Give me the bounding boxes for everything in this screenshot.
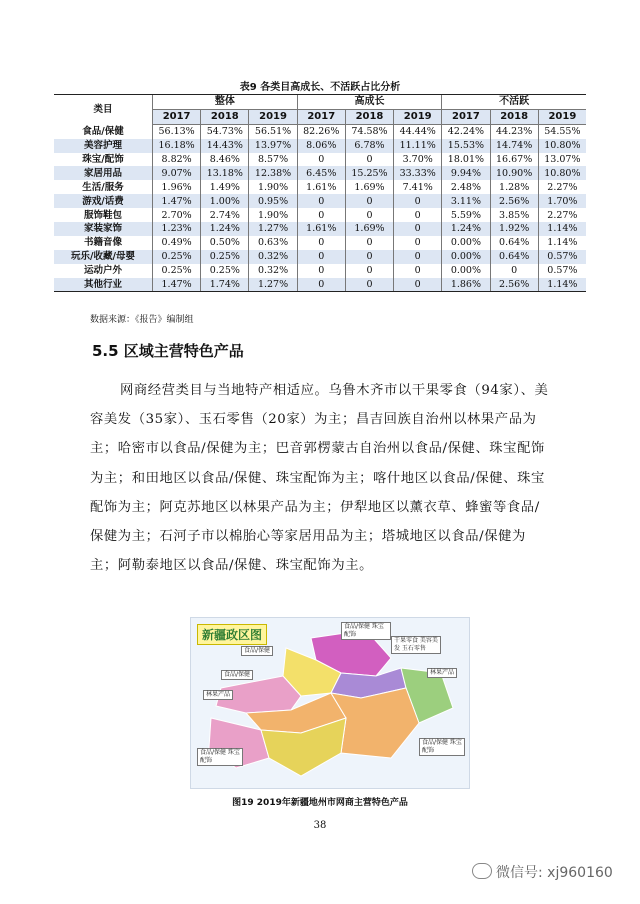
table-cell: 1.49% (201, 180, 249, 194)
table-cell: 1.47% (153, 278, 201, 292)
table-cell: 1.14% (538, 278, 586, 292)
row-category: 生活/服务 (82, 181, 124, 193)
table-cell: 0.95% (249, 194, 297, 208)
map-label: 食品/保健 珠宝配饰 (419, 738, 465, 756)
watermark (472, 862, 613, 882)
table-cell: 14.74% (490, 139, 538, 153)
row-category: 书籍音像 (83, 237, 122, 249)
table-row (54, 222, 586, 236)
table-cell: 1.24% (201, 222, 249, 236)
table-cell: 1.28% (490, 180, 538, 194)
map-label: 食品/保健 (241, 646, 273, 656)
table-cell: 1.90% (249, 180, 297, 194)
table-cell: 56.13% (153, 124, 201, 138)
table-cell: 2.70% (153, 208, 201, 222)
group-header: 高成长 (297, 95, 442, 110)
table-cell: 16.18% (153, 139, 201, 153)
table-row (54, 166, 586, 180)
table-cell: 2.56% (490, 194, 538, 208)
table-cell: 42.24% (442, 124, 490, 138)
table-cell: 16.67% (490, 153, 538, 167)
table-cell: 1.24% (442, 222, 490, 236)
row-category: 游戏/话费 (54, 194, 153, 208)
row-category: 其他行业 (54, 278, 153, 292)
table-cell: 0.32% (249, 250, 297, 264)
table-cell: 9.94% (442, 166, 490, 180)
table-row (54, 208, 586, 222)
row-category: 服饰鞋包 (83, 209, 122, 221)
table-cell: 2.48% (442, 180, 490, 194)
table-cell: 0 (394, 194, 442, 208)
table-row (54, 236, 586, 250)
table-cell: 0.25% (153, 250, 201, 264)
table-row (54, 264, 586, 278)
table-cell: 1.27% (249, 222, 297, 236)
table-cell: 0.57% (538, 250, 586, 264)
table-cell: 0 (297, 264, 345, 278)
row-category: 食品/保健 (82, 125, 124, 137)
table-cell: 1.61% (297, 222, 345, 236)
table-cell: 0 (297, 250, 345, 264)
table-cell: 0.25% (201, 264, 249, 278)
table-cell: 11.11% (394, 139, 442, 153)
table-cell: 0 (297, 278, 345, 292)
table-cell: 1.00% (201, 194, 249, 208)
row-category: 玩乐/收藏/母婴 (54, 250, 153, 264)
xinjiang-map-figure (190, 617, 470, 789)
table-cell: 0.00% (442, 264, 490, 278)
year-header: 2017 (442, 109, 490, 124)
table-cell: 2.56% (490, 278, 538, 292)
table-cell: 8.57% (249, 153, 297, 167)
table-cell: 2.74% (201, 208, 249, 222)
table-cell: 0 (490, 264, 538, 278)
table-caption: 表9 各类目高成长、不活跃占比分析 (239, 82, 401, 93)
table-cell: 0.57% (538, 264, 586, 278)
table-cell: 0.64% (490, 250, 538, 264)
table-cell: 18.01% (442, 153, 490, 167)
year-header: 2017 (153, 109, 201, 124)
table-cell: 1.92% (490, 222, 538, 236)
table-cell: 3.85% (490, 208, 538, 222)
table-cell: 13.07% (538, 153, 586, 167)
table-cell: 0 (394, 250, 442, 264)
map-label: 干果零食 美容美发 玉石零售 (391, 636, 441, 654)
map-label: 食品/保健 珠宝配饰 (341, 622, 391, 640)
table-cell: 10.80% (538, 166, 586, 180)
section-title: 5.5 区域主营特色产品 (92, 342, 244, 360)
map-title: 新疆政区图 (197, 624, 267, 645)
table-cell: 15.25% (345, 166, 393, 180)
table-cell: 0.25% (201, 250, 249, 264)
table-cell: 0 (394, 208, 442, 222)
table-cell: 44.44% (394, 124, 442, 138)
year-header: 2017 (297, 109, 345, 124)
table-source: 数据来源：《报告》编制组 (90, 315, 194, 325)
table-cell: 7.41% (394, 180, 442, 194)
table-cell: 0.00% (442, 236, 490, 250)
table-cell: 8.06% (297, 139, 345, 153)
table-cell: 0.63% (249, 236, 297, 250)
table-row (54, 250, 586, 264)
table-cell: 0 (345, 278, 393, 292)
table-cell: 1.86% (442, 278, 490, 292)
year-header: 2019 (538, 109, 586, 124)
table-cell: 1.14% (538, 222, 586, 236)
table-cell: 1.27% (249, 278, 297, 292)
table-cell: 3.70% (394, 153, 442, 167)
table-cell: 56.51% (249, 124, 297, 138)
table-cell: 1.69% (345, 222, 393, 236)
table-cell: 1.96% (153, 180, 201, 194)
table-cell: 0 (297, 208, 345, 222)
table-cell: 0.00% (442, 250, 490, 264)
row-category: 美容护理 (54, 139, 153, 153)
table-cell: 54.55% (538, 124, 586, 138)
table-cell: 82.26% (297, 124, 345, 138)
table-row (54, 180, 586, 194)
year-header: 2019 (249, 109, 297, 124)
table-cell: 13.18% (201, 166, 249, 180)
map-label: 食品/保健 珠宝配饰 (197, 748, 243, 766)
section-paragraph: 网商经营类目与当地特产相适应。乌鲁木齐市以干果零食（94家）、美容美发（35家）、玉石零售（20家）为主；昌吉回族自治州以林果产品为主；哈密市以食品/保健为主；巴音郭楞蒙古自治州以食品/保健、珠宝配饰为主；和田地区以食品/保健、珠宝配饰为主；喀什地区以食品/保健、珠宝配饰为主；阿克苏地区以林果产品为主；伊犁地区以薰衣草、蜂蜜等食品/保健为主；石河子市以棉胎心等家居用品为主；塔城地区以食品/保健为主；阿勒泰地区以食品/保健、珠宝配饰为主。 (90, 383, 549, 574)
table-cell: 33.33% (394, 166, 442, 180)
row-category: 家居用品 (54, 166, 153, 180)
table-row (54, 124, 586, 138)
table-cell: 0 (345, 194, 393, 208)
table-cell: 8.82% (153, 153, 201, 167)
table-cell: 2.27% (538, 180, 586, 194)
year-header: 2019 (394, 109, 442, 124)
table-cell: 44.23% (490, 124, 538, 138)
table-cell: 0 (394, 222, 442, 236)
table-cell: 10.90% (490, 166, 538, 180)
table-cell: 1.69% (345, 180, 393, 194)
table-cell: 14.43% (201, 139, 249, 153)
table-cell: 1.90% (249, 208, 297, 222)
table-cell: 6.78% (345, 139, 393, 153)
map-label: 林果产品 (427, 668, 457, 678)
table-cell: 0.49% (153, 236, 201, 250)
table-cell: 0 (297, 153, 345, 167)
table-cell: 0 (297, 236, 345, 250)
table-cell: 0 (394, 278, 442, 292)
table-cell: 54.73% (201, 124, 249, 138)
table-cell: 0.32% (249, 264, 297, 278)
table-cell: 1.70% (538, 194, 586, 208)
map-label: 林果产品 (203, 690, 233, 700)
table-cell: 0 (345, 208, 393, 222)
category-header: 类目 (54, 95, 153, 125)
group-header: 不活跃 (442, 95, 586, 110)
table-cell: 0 (297, 194, 345, 208)
table-row (54, 278, 586, 292)
table-cell: 0 (345, 236, 393, 250)
row-category: 运动户外 (83, 265, 122, 277)
table-cell: 5.59% (442, 208, 490, 222)
table-cell: 0.25% (153, 264, 201, 278)
group-header: 整体 (153, 95, 298, 110)
table-cell: 0 (394, 264, 442, 278)
year-header: 2018 (201, 109, 249, 124)
table-cell: 0.64% (490, 236, 538, 250)
wechat-icon (472, 863, 492, 879)
table-body (54, 124, 586, 292)
table-cell: 1.47% (153, 194, 201, 208)
table-cell: 1.74% (201, 278, 249, 292)
table-cell: 74.58% (345, 124, 393, 138)
table-cell: 1.23% (153, 222, 201, 236)
table-cell: 3.11% (442, 194, 490, 208)
table-cell: 0 (394, 236, 442, 250)
table-cell: 1.61% (297, 180, 345, 194)
table-cell: 2.27% (538, 208, 586, 222)
table-cell: 0 (345, 264, 393, 278)
watermark-text: 微信号: xj960160 (496, 865, 613, 881)
table-row (54, 153, 586, 167)
map-label: 食品/保健 (221, 670, 253, 680)
page-number: 38 (313, 820, 327, 831)
year-header: 2018 (345, 109, 393, 124)
table-row (54, 194, 586, 208)
year-header: 2018 (490, 109, 538, 124)
table-cell: 8.46% (201, 153, 249, 167)
table-cell: 6.45% (297, 166, 345, 180)
table-cell: 12.38% (249, 166, 297, 180)
table-cell: 9.07% (153, 166, 201, 180)
table-cell: 0 (345, 250, 393, 264)
table-cell: 0.50% (201, 236, 249, 250)
table-cell: 1.14% (538, 236, 586, 250)
table-cell: 10.80% (538, 139, 586, 153)
figure-caption: 图19 2019年新疆地州市网商主营特色产品 (232, 798, 408, 808)
table-cell: 13.97% (249, 139, 297, 153)
table-cell: 0 (345, 153, 393, 167)
table-row (54, 139, 586, 153)
data-table (54, 94, 586, 292)
table-cell: 15.53% (442, 139, 490, 153)
row-category: 家装家饰 (54, 222, 153, 236)
row-category: 珠宝/配饰 (82, 154, 124, 165)
